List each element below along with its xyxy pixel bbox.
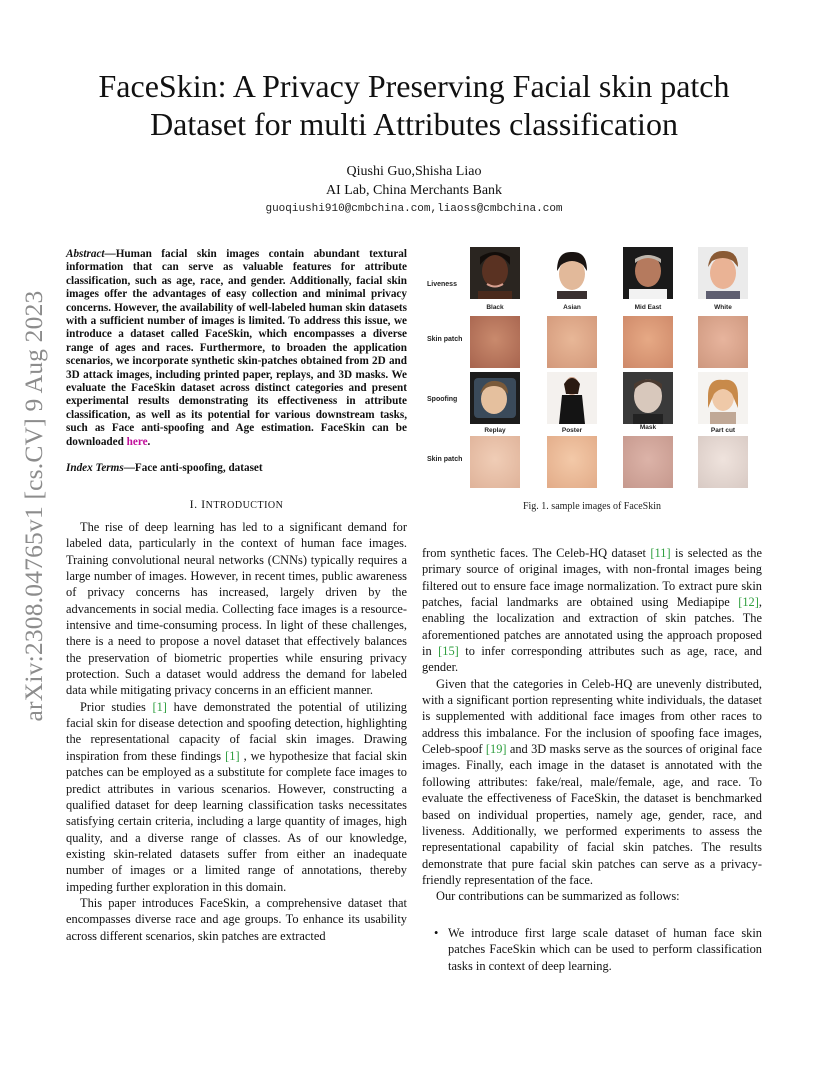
- index-terms: [66, 462, 407, 475]
- bullet-icon: •: [434, 926, 439, 940]
- spoof-type-label: Part cut: [710, 427, 736, 434]
- arxiv-id: arXiv:2308.04765v1 [cs.CV] 9 Aug 2023: [19, 290, 48, 722]
- abstract: Abstract—Human facial skin images contain abundant textural information that can serve as valuable features for attribute classification, such as age, race, and gender. Additionally, facial skin images offer the advantages of easy collection and minimal privacy concerns. However, the availability of well-labeled human skin datasets with a sufficient number of images is limited. To address this issue, we introduce a dataset called FaceSkin, which encompasses a diverse range of ages and races. Furthermore, to broaden the application scenarios, we incorporate synthetic skin-patches obtained from 2D and 3D attack images, including printed paper, replays, and 3D masks. We evaluate the FaceSkin dataset across distinct categories and present experimental results demonstrating its effectiveness in attribute classification, as well as its potential for various downstream tasks, such as Face anti-spoofing and Age estimation. FaceSkin can be downloaded here.: [66, 248, 407, 448]
- race-label: White: [714, 304, 732, 311]
- citation-link[interactable]: [11]: [650, 546, 671, 560]
- paragraph: The rise of deep learning has led to a significant demand for labeled data, particularly in the context of human face images. Training convolutional neural networks (CNNs) typically requires a large number of images. However, in recent times, public awareness of privacy concerns has increased, largely driven by the advancements in social media. Collecting face images is a resource-intensive and time-consuming process. In light of these challenges, there is a need to propose a novel dataset that effectively balances the preservation of biometric properties while ensuring privacy protection. Such a dataset would address the demand for labeled data while mitigating privacy concerns in an efficient manner.: [66, 520, 407, 698]
- paper-title: FaceSkin: A Privacy Preserving Facial skin patch Dataset for multi Attributes classification: [98, 68, 730, 142]
- skin-patch-image: [470, 436, 520, 488]
- skin-patch-image: [698, 316, 748, 368]
- index-terms-label: Index Terms: [66, 462, 124, 474]
- citation-link[interactable]: [19]: [485, 742, 507, 757]
- arxiv-sidebar: [6, 286, 62, 726]
- row-label: Skin patch: [427, 456, 463, 463]
- abstract-text: —Human facial skin images contain abundant textural information that can serve as valuable features for attribute classification, such as age, race, and gender. Additionally, facial skin images offer the advantages of easy collection and minimal privacy concerns. However, the availability of well-labeled human skin datasets with a sufficient number of images is limited. To address this issue, we introduce a dataset called FaceSkin, which encompasses a diverse range of ages and races. Furthermore, to broaden the application scenarios, we incorporate synthetic skin-patches obtained from 2D and 3D attack images, including printed paper, replays, and 3D masks. We evaluate the FaceSkin dataset across distinct categories and present experimental results demonstrating its effectiveness in attribute classification, as well as its potential for various downstream tasks, such as Face anti-spoofing and Age estimation. FaceSkin can be downloaded: [66, 248, 407, 448]
- skin-patch-image: [623, 316, 673, 368]
- spoof-photo-poster: [547, 372, 597, 424]
- citation-link[interactable]: [1]: [152, 699, 167, 714]
- race-label: Mid East: [634, 304, 662, 311]
- face-photo-mid-east: [623, 247, 673, 299]
- right-column-text: [422, 545, 762, 905]
- figure-caption: Fig. 1. sample images of FaceSkin: [522, 501, 662, 512]
- spoof-photo-part-cut: [698, 372, 748, 424]
- skin-patch-image: [470, 316, 520, 368]
- row-label: Liveness: [427, 281, 457, 288]
- skin-patch-image: [698, 436, 748, 488]
- skin-patch-image: [547, 436, 597, 488]
- spoof-type-label: Mask: [639, 424, 657, 431]
- row-label: Spoofing: [427, 396, 458, 403]
- skin-patch-image: [623, 436, 673, 488]
- left-column-text: [66, 519, 407, 944]
- abstract-label: Abstract: [66, 248, 105, 260]
- download-link[interactable]: here: [126, 435, 148, 448]
- paragraph: Given that the categories in Celeb-HQ are unevenly distributed, with a significant portion representing white individuals, the dataset is supplemented with additional face images from other races to address this imbalance. For the inclusion of spoofing face images, Celeb-spoof [19] and 3D masks serve as the sources of original face images. Finally, each image in the dataset is annotated with the following attributes: fake/real, male/female, age, and race. To evaluate the effectiveness of FaceSkin, the dataset is benchmarked based on individual properties, namely age, gender, race, and liveness. Additionally, we performed experiments to assess the representational capability of facial skin patches. The results demonstrate that pure facial skin patches can serve as a privacy-friendly representation of the face.: [422, 676, 762, 887]
- face-photo-asian: [547, 247, 597, 299]
- spoof-photo-mask: [623, 372, 673, 424]
- affiliation: AI Lab, China Merchants Bank: [325, 183, 503, 198]
- figure-1: [422, 242, 762, 492]
- skin-patch-image: [547, 316, 597, 368]
- contribution-list-item: [436, 925, 762, 974]
- paragraph: Prior studies [1] have demonstrated the potential of utilizing facial skin for disease detection and spoofing detection, highlighting the representational capacity of facial skin images. Drawing inspiration from these findings [1] , we hypothesize that facial skin patches can be employed as a substitute for complete face images to predict attributes in various scenarios. However, constructing a qualified dataset for deep learning classification tasks necessitates satisfying certain criteria, including a large quantity of images, high quality, and a diverse range of classes. As of our knowledge, existing skin-related datasets suffer from either an inadequate number of images or a limited range of annotations, thereby impeding further exploration in this domain.: [66, 699, 407, 894]
- paragraph: Our contributions can be summarized as follows:: [436, 889, 680, 904]
- face-photo-black: [470, 247, 520, 299]
- spoof-photo-replay: [470, 372, 520, 424]
- race-label: Asian: [563, 304, 581, 311]
- spoof-type-label: Replay: [484, 427, 506, 434]
- paragraph: This paper introduces FaceSkin, a comprehensive dataset that encompasses diverse race and age groups. To enhance its usability across different scenarios, skin patches are extracted: [66, 895, 407, 943]
- authors: Qiushi Guo,Shisha Liao: [346, 164, 482, 179]
- race-label: Black: [486, 304, 504, 311]
- face-photo-white: [698, 247, 748, 299]
- row-label: Skin patch: [427, 336, 463, 343]
- citation-link[interactable]: [12]: [738, 595, 759, 610]
- citation-link[interactable]: [1]: [225, 748, 240, 763]
- contribution-text: We introduce first large scale dataset of human face skin patches FaceSkin which can be used to perform classification tasks in context of deep learning.: [448, 926, 762, 973]
- spoof-type-label: Poster: [561, 427, 583, 434]
- section-heading-introduction: I. INTRODUCTION: [189, 497, 284, 511]
- author-emails: guoqiushi910@cmbchina.com,liaoss@cmbchina.com: [265, 203, 563, 215]
- citation-link[interactable]: [15]: [438, 644, 459, 659]
- index-terms-text: —Face anti-spoofing, dataset: [123, 462, 263, 474]
- author-block: [0, 162, 828, 200]
- paragraph: from synthetic faces. The Celeb-HQ dataset [11] is selected as the primary source of original images, with non-frontal images being filtered out to ensure face image normalization. To extract pure skin patches, facial landmarks are obtained using Mediapipe [12], enabling the localization and extraction of skin patches. The aforementioned patches are annotated using the approach proposed in [15] to infer corresponding attributes such as age, race, and gender.: [422, 546, 762, 675]
